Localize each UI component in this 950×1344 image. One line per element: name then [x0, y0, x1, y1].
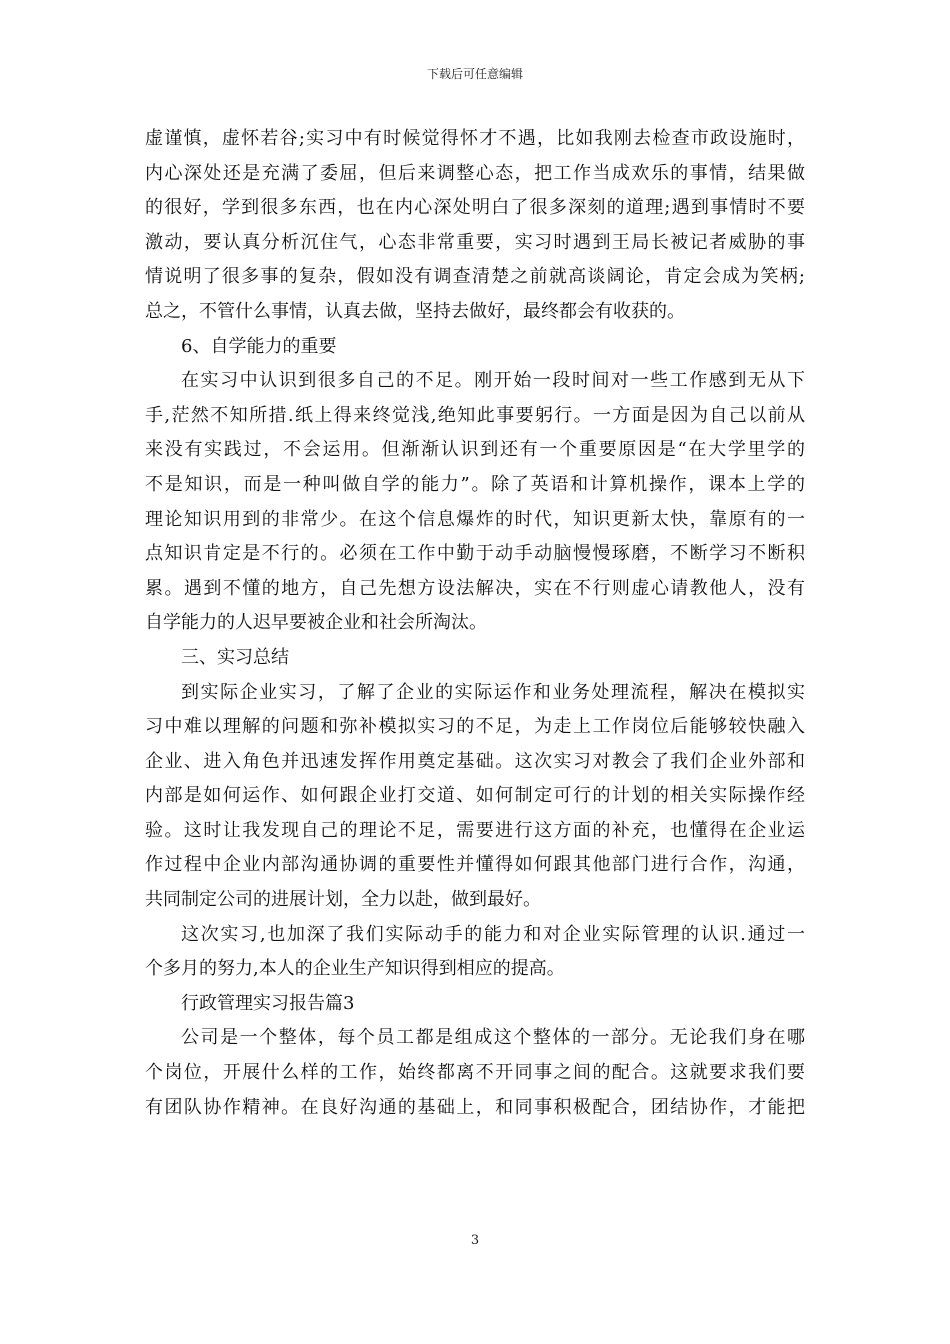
text-line: 总之，不管什么事情，认真去做，坚持去做好，最终都会有收获的。 [145, 300, 685, 322]
text-line: 共同制定公司的进展计划，全力以赴，做到最好。 [145, 889, 541, 911]
text-line: 这次实习,也加深了我们实际动手的能力和对企业实际管理的认识.通过一 [181, 923, 805, 945]
text-line: 企业、进入角色并迅速发挥作用奠定基础。这次实习对教会了我们企业外部和 [145, 750, 805, 772]
text-line: 作过程中企业内部沟通协调的重要性并懂得如何跟其他部门进行合作，沟通， [145, 854, 805, 876]
text-line: 来没有实践过，不会运用。但渐渐认识到还有一个重要原因是“在大学里学的 [145, 439, 805, 461]
text-line: 验。这时让我发现自己的理论不足，需要进行这方面的补充，也懂得在企业运 [145, 819, 805, 841]
text-line: 公司是一个整体，每个员工都是组成这个整体的一部分。无论我们身在哪 [181, 1027, 805, 1049]
text-line: 个多月的努力,本人的企业生产知识得到相应的提高。 [145, 958, 565, 980]
text-line: 有团队协作精神。在良好沟通的基础上，和同事积极配合，团结协作，才能把 [145, 1096, 805, 1118]
section-heading-self-learning [145, 330, 805, 365]
text-line: 的很好，学到很多东西，也在内心深处明白了很多深刻的道理;遇到事情时不要 [145, 197, 805, 219]
paragraph-practice [145, 918, 805, 987]
text-line: 累。遇到不懂的地方，自己先想方设法解决，实在不行则虚心请教他人，没有 [145, 577, 805, 599]
text-line: 虚谨慎，虚怀若谷;实习中有时候觉得怀才不遇，比如我刚去检查市政设施时， [145, 128, 805, 149]
heading-text: 6、自学能力的重要 [181, 335, 337, 357]
document-body [145, 122, 805, 1125]
text-line: 在实习中认识到很多自己的不足。刚开始一段时间对一些工作感到无从下 [181, 370, 805, 392]
text-line: 个岗位，开展什么样的工作，始终都离不开同事之间的配合。这就要求我们要 [145, 1062, 805, 1084]
text-line: 点知识肯定是不行的。必须在工作中勤于动手动脑慢慢琢磨，不断学习不断积 [145, 543, 805, 565]
text-line: 激动，要认真分析沉住气，心态非常重要，实习时遇到王局长被记者威胁的事 [145, 231, 805, 253]
heading-text: 行政管理实习报告篇3 [181, 992, 355, 1014]
text-line: 理论知识用到的非常少。在这个信息爆炸的时代，知识更新太快，靠原有的一 [145, 508, 805, 530]
paragraph-self-learning [145, 364, 805, 641]
paragraph-teamwork [145, 1021, 805, 1125]
text-line: 手,茫然不知所措.纸上得来终觉浅,绝知此事要躬行。一方面是因为自己以前从 [145, 404, 805, 426]
paragraph-continued [145, 122, 805, 330]
article-title-report-3 [145, 987, 805, 1022]
text-line: 到实际企业实习，了解了企业的实际运作和业务处理流程，解决在模拟实 [181, 681, 805, 703]
text-line: 情说明了很多事的复杂，假如没有调查清楚之前就高谈阔论，肯定会成为笑柄; [145, 266, 805, 288]
text-line: 内心深处还是充满了委屈，但后来调整心态，把工作当成欢乐的事情，结果做 [145, 162, 805, 184]
section-heading-summary [145, 641, 805, 676]
text-line: 习中难以理解的问题和弥补模拟实习的不足，为走上工作岗位后能够较快融入 [145, 716, 805, 738]
heading-text: 三、实习总结 [181, 646, 289, 668]
text-line: 内部是如何运作、如何跟企业打交道、如何制定可行的计划的相关实际操作经 [145, 785, 805, 807]
text-line: 自学能力的人迟早要被企业和社会所淘汰。 [145, 612, 487, 634]
page-header: 下载后可任意编辑 [426, 67, 523, 81]
paragraph-summary [145, 676, 805, 918]
text-line: 不是知识，而是一种叫做自学的能力”。除了英语和计算机操作，课本上学的 [145, 473, 805, 495]
page-number: 3 [470, 1233, 480, 1248]
